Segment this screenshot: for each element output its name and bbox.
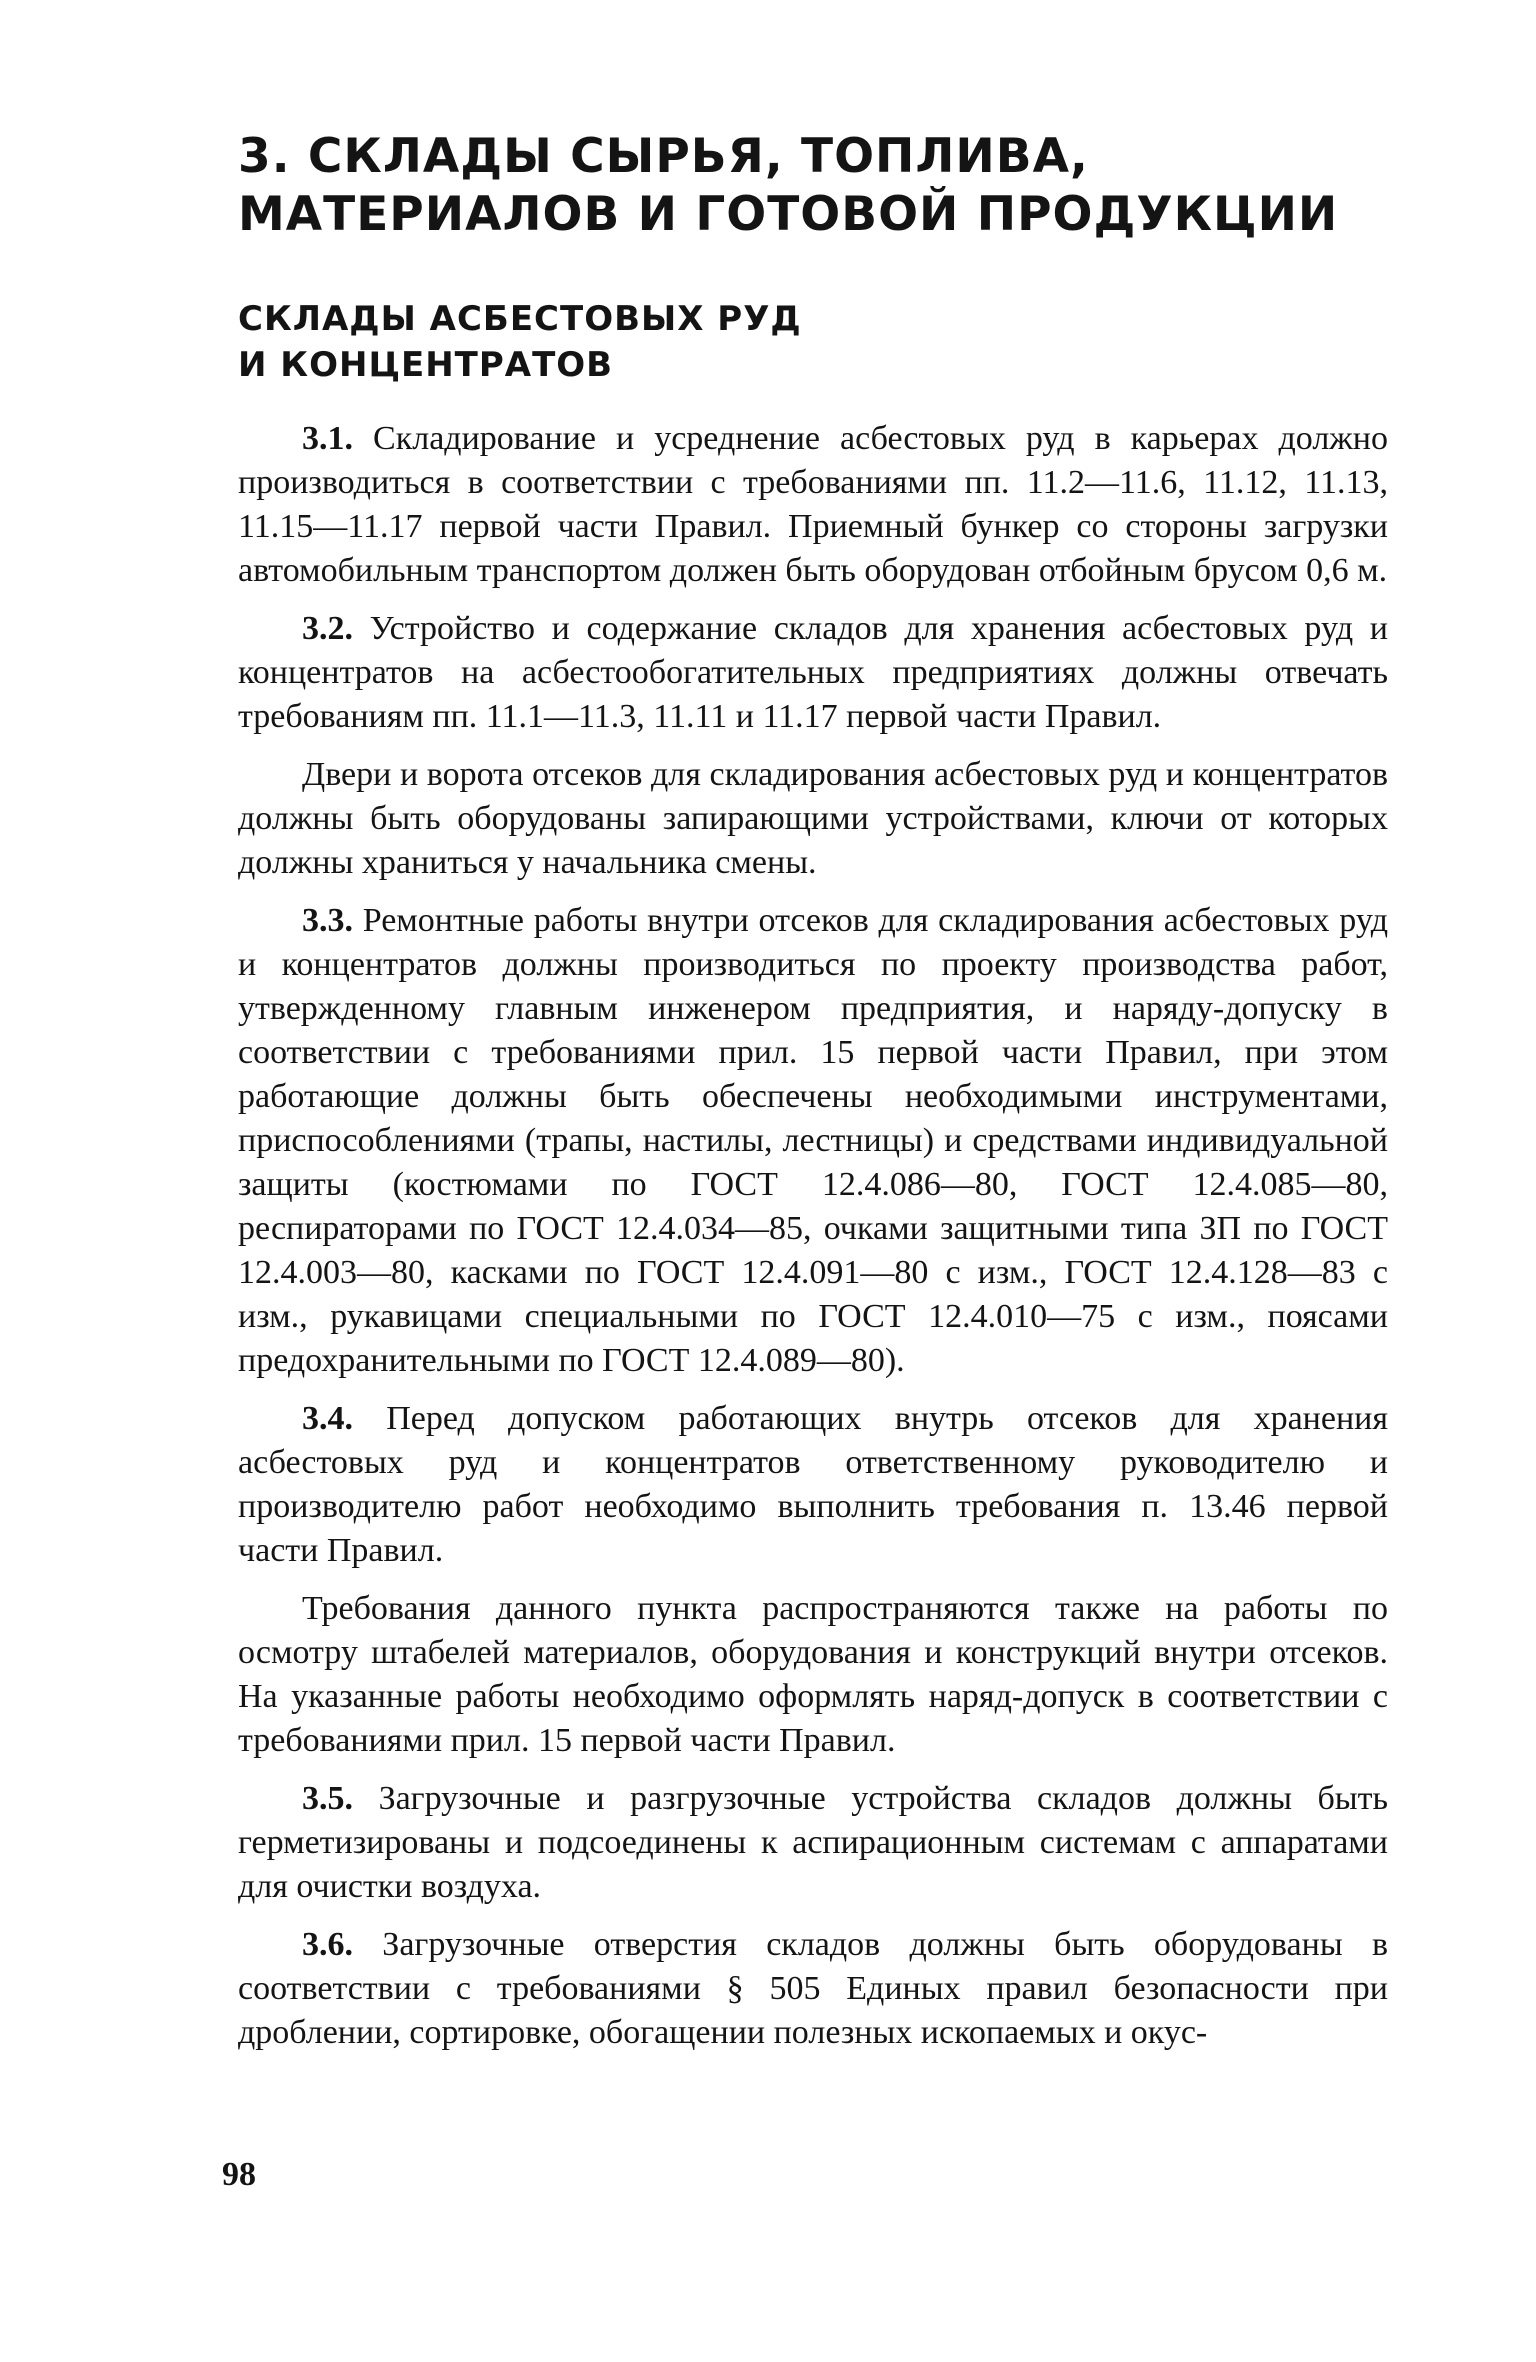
- paragraph-text: Устройство и содержание складов для хранения асбестовых руд и концентратов на асбестообогатительных предприятиях должны отвечать требованиям пп. 11.1—11.3, 11.11 и 11.17 первой части Правил.: [238, 610, 1388, 735]
- paragraph-3-1: [238, 417, 1388, 593]
- paragraph-text: Загрузочные и разгрузочные устройства складов должны быть герметизированы и подсоединены к аспирационным системам с аппаратами для очистки воздуха.: [238, 1780, 1389, 1905]
- paragraph-3-2-doors: [238, 753, 1388, 885]
- paragraph-text: Ремонтные работы внутри отсеков для складирования асбестовых руд и концентратов должны производиться по проекту производства работ, утвержденному главным инженером предприятия, и наряду-допуску в соответствии с требованиями прил. 15 первой части Правил, при этом работающие должны быть обеспечены необходимыми инструментами, приспособлениями (трапы, настилы, лестницы) и средствами индивидуальной защиты (костюмами по ГОСТ 12.4.086—80, ГОСТ 12.4.085—80, респираторами по ГОСТ 12.4.034—85, очками защитными типа ЗП по ГОСТ 12.4.003—80, касками по ГОСТ 12.4.091—80 с изм., ГОСТ 12.4.128—83 с изм., рукавицами специальными по ГОСТ 12.4.010—75 с изм., поясами предохранительными по ГОСТ 12.4.089—80).: [238, 902, 1388, 1379]
- clause-number: 3.3.: [302, 902, 353, 939]
- paragraph-3-3: [238, 899, 1388, 1383]
- paragraph-text: Требования данного пункта распространяются также на работы по осмотру штабелей материалов, оборудования и конструкций внутри отсеков. На указанные работы необходимо оформлять наряд-допуск в соответствии с требованиями прил. 15 первой части Правил.: [238, 1590, 1388, 1759]
- section-title: [238, 296, 1238, 388]
- paragraph-3-4: [238, 1397, 1388, 1573]
- paragraph-text: Загрузочные отверстия складов должны быть оборудованы в соответствии с требованиями § 505 Единых правил безопасности при дроблении, сортировке, обогащении полезных ископаемых и окус-: [238, 1926, 1389, 2051]
- clause-number: 3.4.: [302, 1400, 353, 1437]
- section-title-line-1: СКЛАДЫ АСБЕСТОВЫХ РУД: [238, 299, 802, 339]
- section-title-line-2: И КОНЦЕНТРАТОВ: [238, 345, 614, 385]
- paragraph-text: Перед допуском работающих внутрь отсеков для хранения асбестовых руд и концентратов ответственному руководителю и производителю работ необходимо выполнить требования п. 13.46 первой части Правил.: [238, 1400, 1388, 1569]
- clause-number: 3.2.: [302, 610, 353, 647]
- clause-number: 3.1.: [302, 420, 353, 457]
- clause-number: 3.5.: [302, 1780, 353, 1817]
- paragraph-3-2: [238, 607, 1388, 739]
- paragraph-3-6: [238, 1923, 1388, 2055]
- chapter-title-line-1: 3. СКЛАДЫ СЫРЬЯ, ТОПЛИВА,: [238, 129, 1089, 184]
- body-text: [238, 417, 1388, 2069]
- paragraph-text: Складирование и усреднение асбестовых руд в карьерах должно производиться в соответствии с требованиями пп. 11.2—11.6, 11.12, 11.13, 11.15—11.17 первой части Правил. Приемный бункер со стороны загрузки автомобильным транспортом должен быть оборудован отбойным брусом 0,6 м.: [238, 420, 1388, 589]
- chapter-title-line-2: МАТЕРИАЛОВ И ГОТОВОЙ ПРОДУКЦИИ: [238, 187, 1339, 242]
- chapter-title: [238, 128, 1398, 244]
- clause-number: 3.6.: [302, 1926, 353, 1963]
- page-number: 98: [222, 2156, 256, 2193]
- paragraph-3-5: [238, 1777, 1388, 1909]
- paragraph-text: Двери и ворота отсеков для складирования асбестовых руд и концентратов должны быть оборудованы запирающими устройствами, ключи от которых должны храниться у начальника смены.: [238, 756, 1388, 881]
- paragraph-3-4-scope: [238, 1587, 1388, 1763]
